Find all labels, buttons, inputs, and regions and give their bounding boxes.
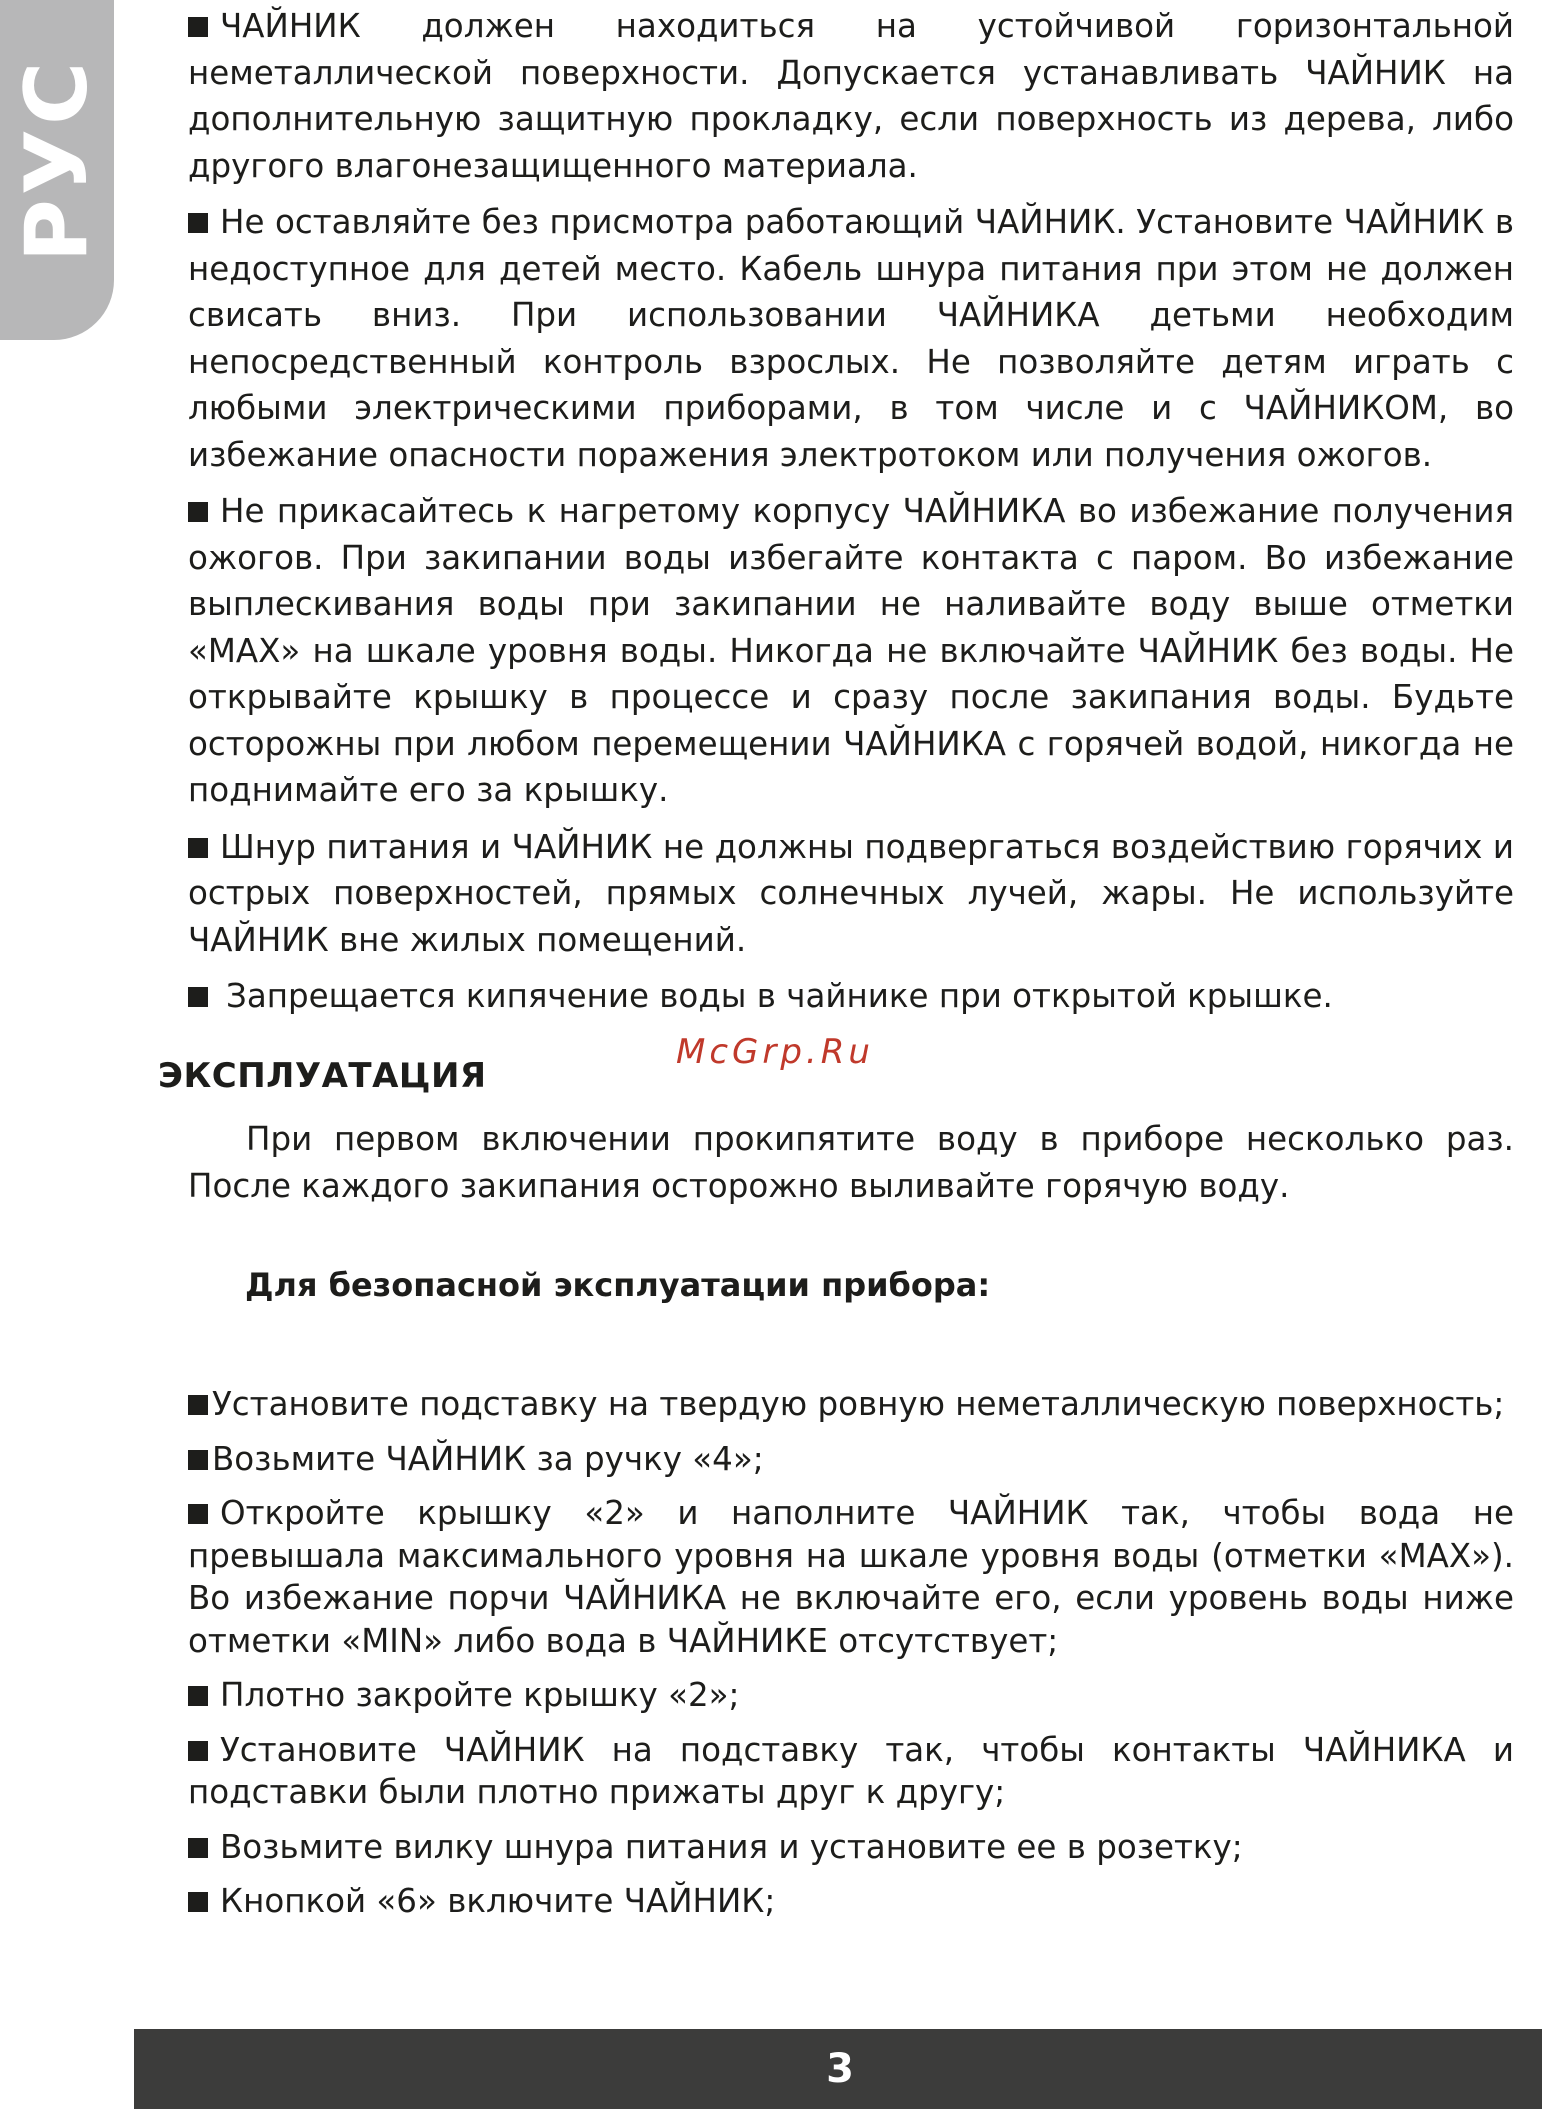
square-bullet-icon [188,1504,208,1524]
steps-list [188,1383,1514,1923]
square-bullet-icon [188,213,208,233]
step-item: Установите ЧАЙНИК на подставку так, чтобы контакты ЧАЙНИКА и подставки были плотно прижаты друг к другу; [188,1730,1514,1811]
square-bullet-icon [188,17,208,37]
square-bullet-icon [188,838,208,858]
square-bullet-icon [188,1892,208,1912]
safety-list [188,3,1514,1020]
language-label: РУС [7,57,107,263]
step-item: Возьмите ЧАЙНИК за ручку «4»; [188,1438,1514,1481]
safety-paragraph: ЧАЙНИК должен находиться на устойчивой горизонтальной неметаллической поверхности. Допускается устанавливать ЧАЙНИК на дополнительную защитную прокладку, если поверхность из дерева, либо другого влагонезащищенного материала. [188,7,1514,185]
section-heading: ЭКСПЛУАТАЦИЯ [158,1056,487,1096]
square-bullet-icon [188,987,208,1007]
square-bullet-icon [188,1686,208,1706]
page-footer [134,2029,1542,2109]
step-item: Откройте крышку «2» и наполните ЧАЙНИК так, чтобы вода не превышала максимального уровня на шкале уровня воды (отметки «MAX»). Во избежание порчи ЧАЙНИКА не включайте его, если уровень воды ниже отметки «MIN» либо вода в ЧАЙНИКЕ отсутствует; [188,1494,1514,1660]
square-bullet-icon [188,502,208,522]
safety-paragraph: Не оставляйте без присмотра работающий ЧАЙНИК. Установите ЧАЙНИК в недоступное для детей место. Кабель шнура питания при этом не должен свисать вниз. При использовании ЧАЙНИКА детьми необходим непосредственный контроль взрослых. Не позволяйте детям играть с любыми электрическими приборами, в том числе и с ЧАЙНИКОМ, во избежание опасности поражения электротоком или получения ожогов. [188,203,1514,474]
square-bullet-icon [188,1838,208,1858]
safety-paragraph: Шнур питания и ЧАЙНИК не должны подвергаться воздействию горячих и острых поверхностей, прямых солнечных лучей, жары. Не используйте ЧАЙНИК вне жилых помещений. [188,827,1514,959]
step-item: Установите подставку на твердую ровную неметаллическую поверхность; [188,1383,1514,1426]
watermark: McGrp.Ru [676,1032,874,1072]
step-item: Плотно закройте крышку «2»; [188,1674,1514,1717]
step-item: Возьмите вилку шнура питания и установите ее в розетку; [188,1826,1514,1869]
page-number: 3 [826,2046,854,2092]
subheading: Для безопасной эксплуатации прибора: [245,1266,991,1304]
safety-paragraph: Запрещается кипячение воды в чайнике при открытой крышке. [188,973,1514,1020]
square-bullet-icon [188,1450,208,1470]
safety-paragraph: Не прикасайтесь к нагретому корпусу ЧАЙНИКА во избежание получения ожогов. При закипании воды избегайте контакта с паром. Во избежание выплескивания воды при закипании не наливайте воду выше отметки «MAX» на шкале уровня воды. Никогда не включайте ЧАЙНИК без воды. Не открывайте крышку в процессе и сразу после закипания воды. Будьте осторожны при любом перемещении ЧАЙНИКА с горячей водой, никогда не поднимайте его за крышку. [188,492,1514,809]
intro [188,1116,1514,1209]
square-bullet-icon [188,1395,208,1415]
intro-text: При первом включении прокипятите воду в приборе несколько раз. После каждого закипания осторожно выливайте горячую воду. [188,1120,1514,1205]
square-bullet-icon [188,1741,208,1761]
language-tab [0,0,114,340]
step-item: Кнопкой «6» включите ЧАЙНИК; [188,1880,1514,1923]
